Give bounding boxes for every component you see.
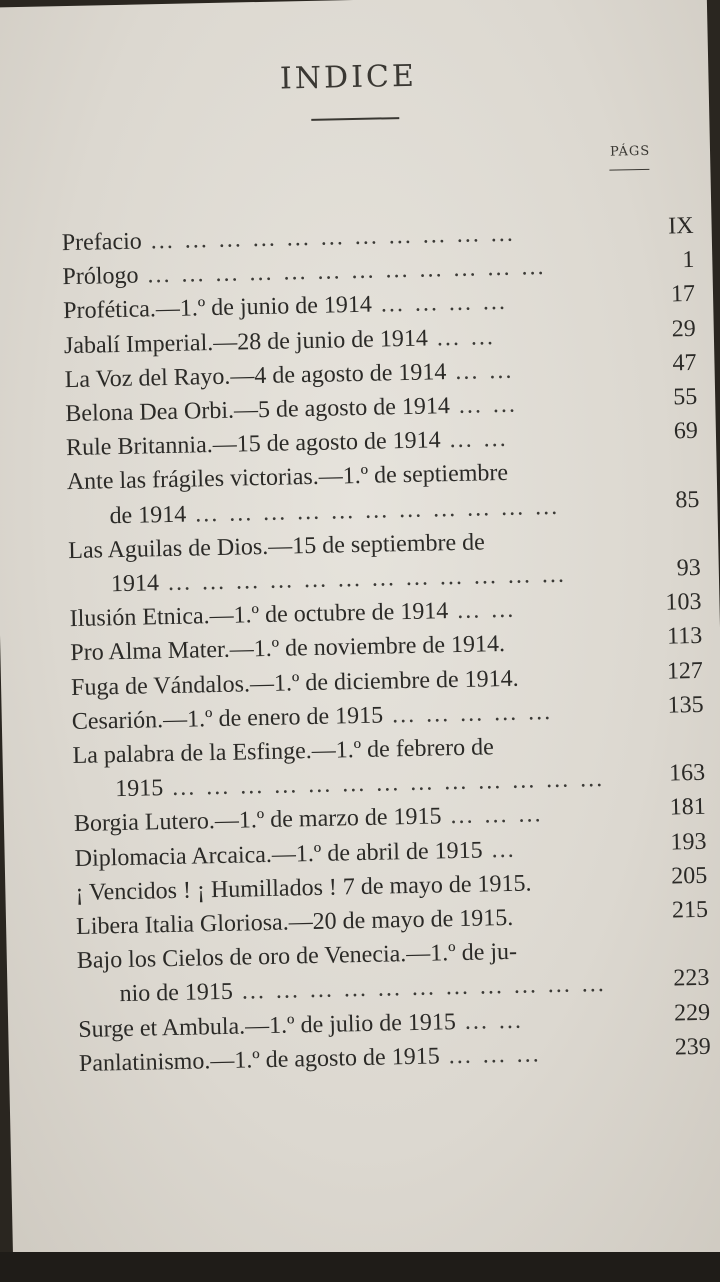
- toc-entry-text: Cesarión.—1.º de enero de 1915: [71, 702, 384, 735]
- toc-page-number: 193: [670, 828, 707, 856]
- toc-page-number: 229: [673, 999, 711, 1027]
- toc-page-number: 205: [670, 862, 708, 890]
- toc-entry-text: Prólogo: [62, 262, 139, 291]
- toc-entry-text: Libera Italia Gloriosa.—20 de mayo de 1915.: [75, 904, 514, 941]
- toc-leader-dots: … … … … … … … … … … … …: [158, 561, 568, 597]
- toc-page-number: 47: [672, 349, 697, 377]
- toc-entry-text: Diplomacia Arcaica.—1.º de abril de 1915: [74, 837, 483, 872]
- toc-leader-dots: … …: [427, 323, 497, 352]
- toc-page-number: 55: [672, 383, 698, 411]
- toc-entry-title: Bajo los Cielos de oro de Venecia.—1.º de ju-: [76, 938, 518, 975]
- toc-entry-title: Las Aguilas de Dios.—15 de septiembre de: [67, 529, 486, 564]
- pages-column-divider: [609, 169, 649, 171]
- toc-page-number: 85: [675, 486, 700, 513]
- toc-leader-dots: …: [482, 836, 517, 864]
- toc-leader-dots: … … …: [441, 801, 544, 830]
- toc-page-number: 223: [673, 965, 710, 992]
- toc-page-number: 135: [667, 691, 704, 719]
- toc-entry-text: Panlatinismo.—1.º de agosto de 1915: [78, 1043, 440, 1077]
- toc-page-number: IX: [667, 212, 694, 240]
- toc-page-number: 239: [674, 1033, 712, 1061]
- toc-leader-dots: … …: [446, 357, 515, 385]
- toc-leader-dots: … …: [449, 391, 519, 420]
- toc-leader-dots: … …: [440, 426, 509, 454]
- toc-leader-dots: … … … … … … … … … … … … …: [162, 766, 606, 802]
- toc-page-number: 103: [665, 589, 702, 616]
- toc-page-number: 113: [666, 623, 703, 650]
- toc-entry-text: Surge et Ambula.—1.º de julio de 1915: [78, 1008, 457, 1043]
- toc-entry-title: La palabra de la Esfinge.—1.º de febrero de: [72, 734, 494, 770]
- toc-entry-continuation: [111, 558, 630, 599]
- toc-entry-text: Ilusión Etnica.—1.º de octubre de 1914: [69, 598, 449, 633]
- pages-column-header: PÁGS: [609, 143, 651, 160]
- toc-entry-continuation: [119, 969, 638, 1010]
- toc-page-number: 1: [682, 247, 695, 274]
- toc-leader-dots: … … … … … … … … … … …: [232, 971, 608, 1006]
- toc-page-number: 93: [676, 554, 702, 582]
- toc-page-number: 127: [666, 657, 704, 685]
- toc-entry-title: Ante las frágiles victorias.—1.º de septiembre: [66, 460, 509, 496]
- toc-entry-text: Profética.—1.º de junio de 1914: [62, 292, 373, 325]
- toc-entry-continuation: [115, 764, 634, 805]
- toc-entry-text: Jabalí Imperial.—28 de junio de 1914: [63, 325, 429, 359]
- toc-page-number: 17: [670, 281, 696, 308]
- toc-entry-text: Belona Dea Orbi.—5 de agosto de 1914: [65, 393, 451, 428]
- toc-page-number: 69: [673, 418, 699, 445]
- toc-page-number: 163: [668, 759, 706, 787]
- page-title: INDICE: [279, 58, 418, 97]
- toc-entry-text: Prefacio: [61, 228, 143, 257]
- toc-entry-text: Rule Britannia.—15 de agosto de 1914: [65, 427, 441, 462]
- toc-entry-continuation: [109, 490, 628, 531]
- toc-entry-continuation-text: 1914: [110, 570, 160, 598]
- toc-page-number: 215: [671, 896, 709, 924]
- toc-entry-continuation-text: de 1914: [109, 501, 187, 529]
- toc-leader-dots: … …: [455, 1007, 525, 1035]
- toc-leader-dots: … … … …: [371, 289, 509, 319]
- toc-leader-dots: … … … … … … … … … … …: [185, 493, 561, 528]
- toc-leader-dots: … … … … … … … … … … … …: [138, 254, 547, 289]
- toc-entry-text: Borgia Lutero.—1.º de marzo de 1915: [73, 803, 442, 838]
- toc-entry-text: Pro Alma Mater.—1.º de noviembre de 1914.: [70, 631, 506, 667]
- toc-leader-dots: … … … … … … … … … … …: [141, 220, 516, 255]
- toc-page-number: 181: [669, 794, 707, 821]
- toc-entry-continuation-text: 1915: [114, 775, 164, 803]
- title-divider: [311, 117, 399, 121]
- toc-entry-text: La Voz del Rayo.—4 de agosto de 1914: [64, 358, 447, 393]
- toc-entry-text: ¡ Vencidos ! ¡ Humillados ! 7 de mayo de 1915.: [75, 870, 532, 906]
- toc-entry-text: Fuga de Vándalos.—1.º de diciembre de 1914.: [70, 665, 519, 701]
- toc-leader-dots: … … … … …: [382, 698, 554, 729]
- toc-leader-dots: … … …: [439, 1041, 542, 1070]
- toc-entry-continuation-text: nio de 1915: [119, 979, 234, 1008]
- toc-page-number: 29: [671, 315, 697, 342]
- toc-leader-dots: … …: [448, 596, 517, 625]
- toc-entry-title: [79, 1037, 640, 1079]
- page-bottom-edge: [0, 1252, 720, 1282]
